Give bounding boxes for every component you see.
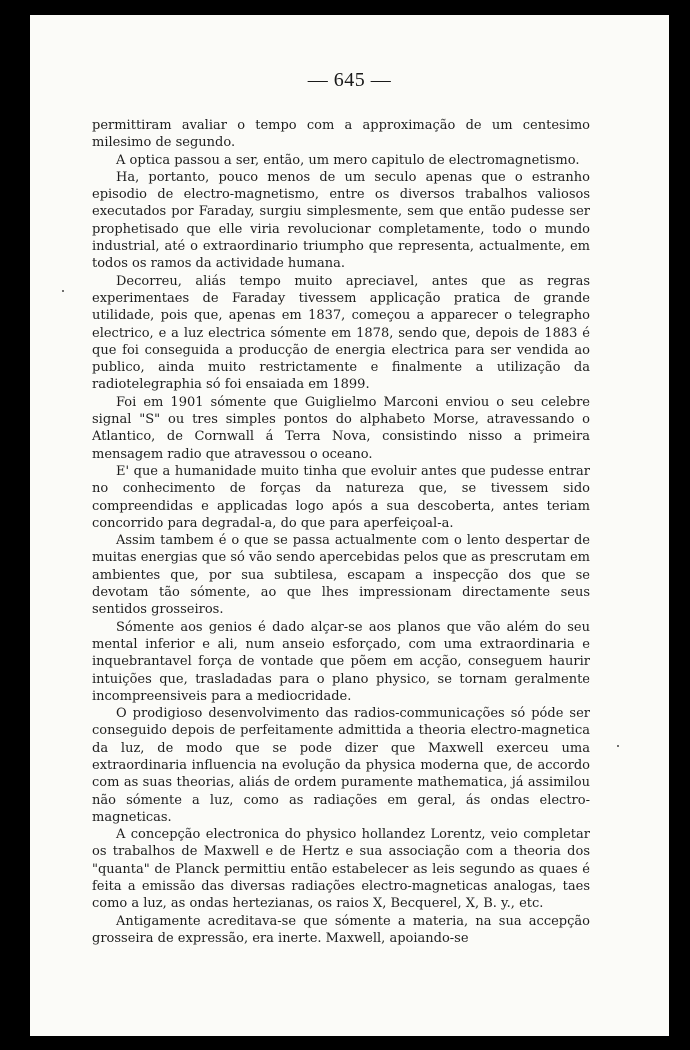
page-text [92, 117, 590, 947]
paragraph-8: Sómente aos genios é dado alçar-se aos planos que vão além do seu mental inferior e ali, num anseio esforçado, com uma extraordinaria e inquebrantavel força de vontade que põem em acção, conseguem haurir intuições que, trasladadas para o plano physico, se tornam geralmente incompreensiveis para a mediocridade. [92, 619, 590, 704]
paragraph-1: permittiram avaliar o tempo com a approximação de um centesimo milesimo de segundo. [92, 118, 590, 151]
paragraph-6: E' que a humanidade muito tinha que evoluir antes que pudesse entrar no conhecimento de forças da natureza que, se tivessem sido compreendidas e applicadas logo após a sua descoberta, antes teriam concorrido para degradal-a, do que para aperfeiçoal-a. [92, 463, 590, 531]
book-page [30, 15, 669, 1036]
paragraph-10: A concepção electronica do physico hollandez Lorentz, veio completar os trabalhos de Maxwell e de Hertz e sua associação com a theoria dos "quanta" de Planck permittiu então estabelecer as leis segundo as quaes é feita a emissão das diversas radiações electro-magneticas analogas, taes como a luz, as ondas hertezianas, os raios X, Becquerel, X, B. y., etc. [92, 827, 590, 912]
paragraph-2: A optica passou a ser, então, um mero capitulo de electromagnetismo. [116, 152, 580, 168]
paragraph-5: Foi em 1901 sómente que Guiglielmo Marconi enviou o seu celebre signal "S" ou tres simples pontos do alphabeto Morse, atravessando o Atlantico, de Cornwall á Terra Nova, consistindo nisso a primeira mensagem radio que atravessou o oceano. [92, 394, 590, 462]
paragraph-7: Assim tambem é o que se passa actualmente com o lento despertar de muitas energias que só vão sendo apercebidas pelos que as prescrutam em ambientes que, por sua subtilesa, escapam a inspecção dos que se devotam tão sómente, ao que lhes impressionam directamente seus sentidos grosseiros. [92, 533, 590, 618]
paragraph-3: Ha, portanto, pouco menos de um seculo apenas que o estranho episodio de electro-magnetismo, entre os diversos trabalhos valiosos executados por Faraday, surgiu simplesmente, sem que então pudesse ser prophetisado que elle viria revolucionar completamente, todo o mundo industrial, até o extraordinario triumpho que representa, actualmente, em todos os ramos da actividade humana. [92, 169, 590, 272]
paragraph-4: Decorreu, aliás tempo muito apreciavel, antes que as regras experimentaes de Faraday tivessem applicação pratica de grande utilidade, pois que, apenas em 1837, começou a apparecer o telegrapho electrico, e a luz electrica sómente em 1878, sendo que, depois de 1883 é que foi conseguida a producção de energia electrica para ser vendida ao publico, ainda muito restrictamente e finalmente a utilização da radiotelegraphia só foi ensaiada em 1899. [92, 273, 590, 393]
paragraph-9: O prodigioso desenvolvimento das radios-communicações só póde ser conseguido depois de perfeitamente admittida a theoria electro-magnetica da luz, de modo que se pode dizer que Maxwell exerceu uma extraordinaria influencia na evolução da physica moderna que, de accordo com as suas theorias, aliás de ordem puramente mathematica, já assimilou não sómente a luz, como as radiações em geral, ás ondas electro-magneticas. [92, 706, 590, 825]
scan-speck [62, 290, 64, 292]
paragraph-11: Antigamente acreditava-se que sómente a materia, na sua accepção grosseira de expressão, era inerte. Maxwell, apoiando-se [92, 913, 590, 946]
scan-speck [617, 745, 619, 747]
page-number: — 645 — [307, 69, 392, 91]
